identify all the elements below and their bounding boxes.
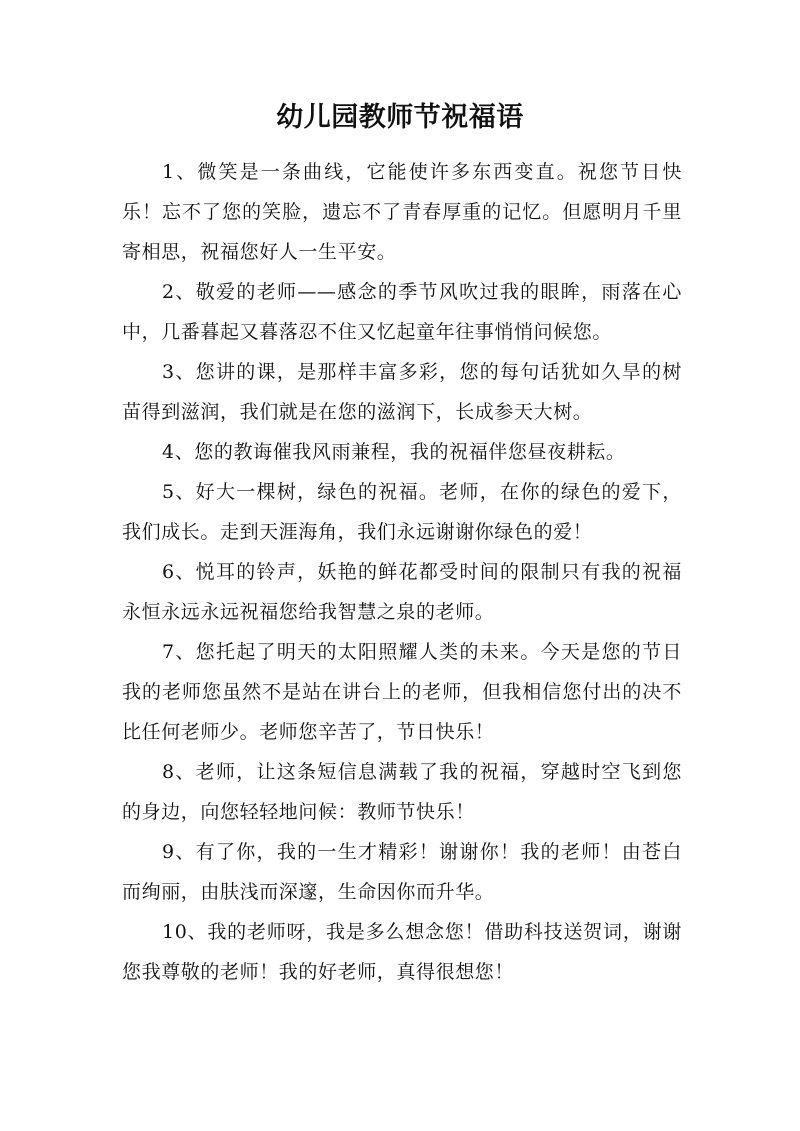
- document-body: [122, 152, 682, 992]
- document-title: 幼儿园教师节祝福语: [276, 102, 524, 133]
- paragraph-6: 6、悦耳的铃声，妖艳的鲜花都受时间的限制只有我的祝福永恒永远永远祝福您给我智慧之泉的老师。: [122, 561, 682, 623]
- paragraph-2: 2、敬爱的老师——感念的季节风吹过我的眼眸，雨落在心中，几番暮起又暮落忍不住又忆起童年往事悄悄问候您。: [122, 281, 682, 343]
- paragraph-5: 5、好大一棵树，绿色的祝福。老师，在你的绿色的爱下，我们成长。走到天涯海角，我们永远谢谢你绿色的爱！: [122, 481, 682, 543]
- paragraph-3: 3、您讲的课，是那样丰富多彩，您的每句话犹如久旱的树苗得到滋润，我们就是在您的滋润下，长成参天大树。: [122, 361, 682, 423]
- paragraph-1: 1、微笑是一条曲线，它能使许多东西变直。祝您节日快乐！忘不了您的笑脸，遗忘不了青春厚重的记忆。但愿明月千里寄相思，祝福您好人一生平安。: [122, 161, 682, 263]
- paragraph-7: 7、您托起了明天的太阳照耀人类的未来。今天是您的节日我的老师您虽然不是站在讲台上的老师，但我相信您付出的决不比任何老师少。老师您辛苦了，节日快乐！: [122, 641, 682, 743]
- paragraph-10: 10、我的老师呀，我是多么想念您！借助科技送贺词，谢谢您我尊敬的老师！我的好老师，真得很想您！: [122, 921, 682, 983]
- paragraph-8: 8、老师，让这条短信息满载了我的祝福，穿越时空飞到您的身边，向您轻轻地问候：教师节快乐！: [122, 761, 682, 823]
- paragraph-9: 9、有了你，我的一生才精彩！谢谢你！我的老师！由苍白而绚丽，由肤浅而深邃，生命因你而升华。: [122, 841, 682, 903]
- paragraph-4: 4、您的教诲催我风雨兼程，我的祝福伴您昼夜耕耘。: [162, 441, 626, 463]
